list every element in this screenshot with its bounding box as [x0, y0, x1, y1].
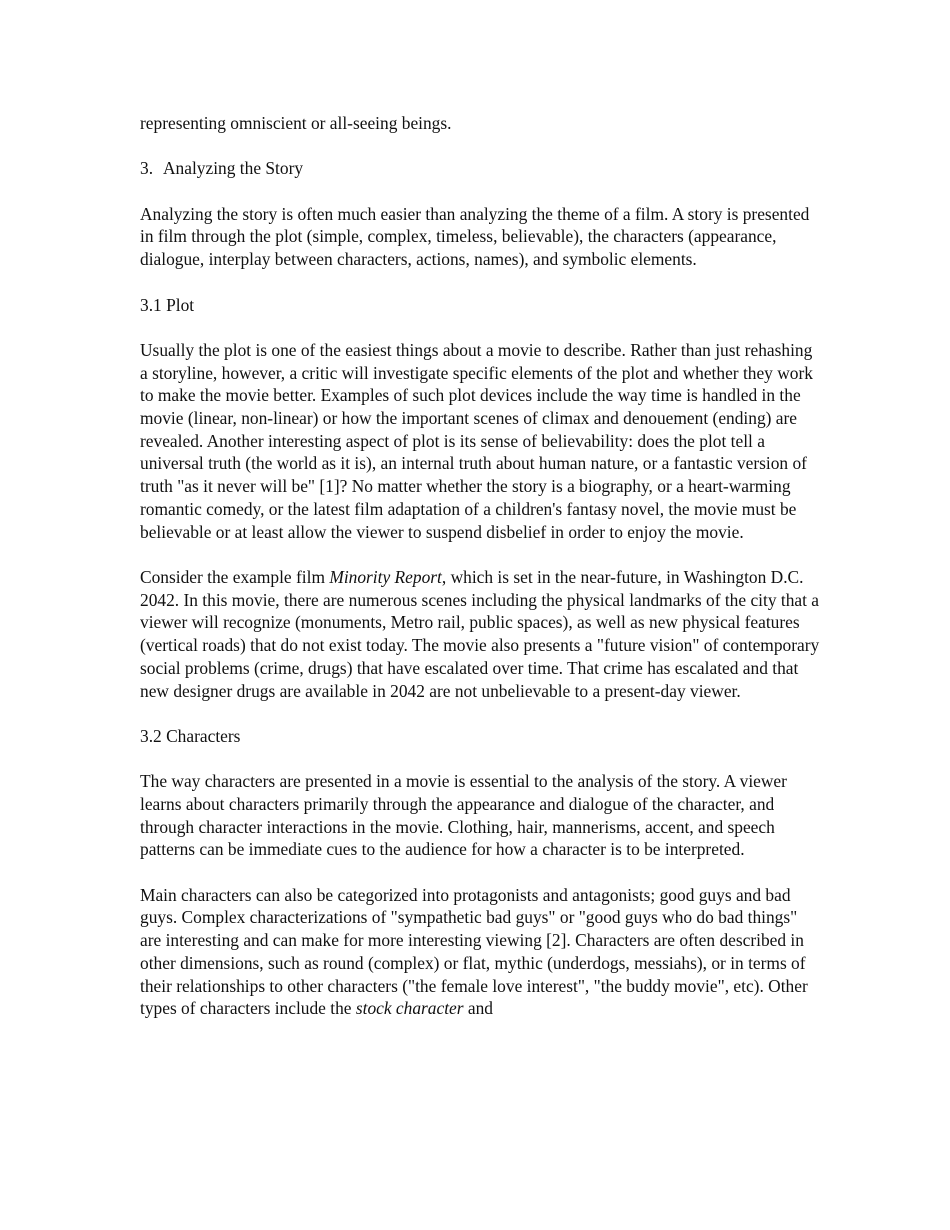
characters-p2-before: Main characters can also be categorized into protagonists and antagonists; good guys and bad guys. Complex characterizations of "sympathetic bad guys" or "good guys who do bad things" are interesting and can make for more interesting viewing [2]. Characters are often described in other dimensions, such as round (complex) or flat, mythic (underdogs, messiahs), or in terms of their relationships to other characters ("the female love interest", "the buddy movie", etc). Other types of characters include the: [140, 884, 808, 1019]
document-page: [140, 112, 820, 1043]
section-3-1-heading: 3.1 Plot: [140, 294, 195, 315]
characters-paragraph-2: [140, 884, 820, 1020]
stock-character-italic: stock character: [355, 998, 464, 1019]
section-3-2-heading: 3.2 Characters: [140, 725, 241, 746]
intro-fragment: representing omniscient or all-seeing beings.: [140, 113, 452, 133]
plot-p2-before: Consider the example film: [140, 566, 330, 587]
section-3-heading: [140, 157, 820, 180]
film-title-italic: Minority Report: [329, 566, 442, 587]
section-3-body: Analyzing the story is often much easier than analyzing the theme of a film. A story is presented in film through the plot (simple, complex, timeless, believable), the characters (appearance, dialogue, interplay between characters, actions, names), and symbolic elements.: [140, 203, 810, 270]
characters-paragraph-1: The way characters are presented in a movie is essential to the analysis of the story. A viewer learns about characters primarily through the appearance and dialogue of the character, and through character interactions in the movie. Clothing, hair, mannerisms, accent, and speech patterns can be immediate cues to the audience for how a character is to be interpreted.: [140, 771, 787, 860]
plot-paragraph-2: [140, 566, 820, 702]
section-3-title: Analyzing the Story: [163, 158, 304, 179]
plot-paragraph-1: Usually the plot is one of the easiest things about a movie to describe. Rather than just rehashing a storyline, however, a critic will investigate specific elements of the plot and whether they work to make the movie better. Examples of such plot devices include the way time is handled in the movie (linear, non-linear) or how the important scenes of climax and denouement (ending) are revealed. Another interesting aspect of plot is its sense of believability: does the plot tell a universal truth (the world as it is), an internal truth about human nature, or a fantastic version of truth "as it never will be" [1]? No matter whether the story is a biography, or a heart-warming romantic comedy, or the latest film adaptation of a children's fantasy novel, the movie must be believable or at least allow the viewer to suspend disbelief in order to enjoy the movie.: [140, 339, 813, 542]
characters-p2-after: and: [463, 998, 494, 1019]
plot-p2-after: , which is set in the near-future, in Washington D.C. 2042. In this movie, there are numerous scenes including the physical landmarks of the city that a viewer will recognize (monuments, Metro rail, public spaces), as well as new physical features (vertical roads) that do not exist today. The movie also presents a "future vision" of contemporary social problems (crime, drugs) that have escalated over time. That crime has escalated and that new designer drugs are available in 2042 are not unbelievable to a present-day viewer.: [140, 566, 820, 701]
section-3-number: 3.: [140, 158, 154, 179]
